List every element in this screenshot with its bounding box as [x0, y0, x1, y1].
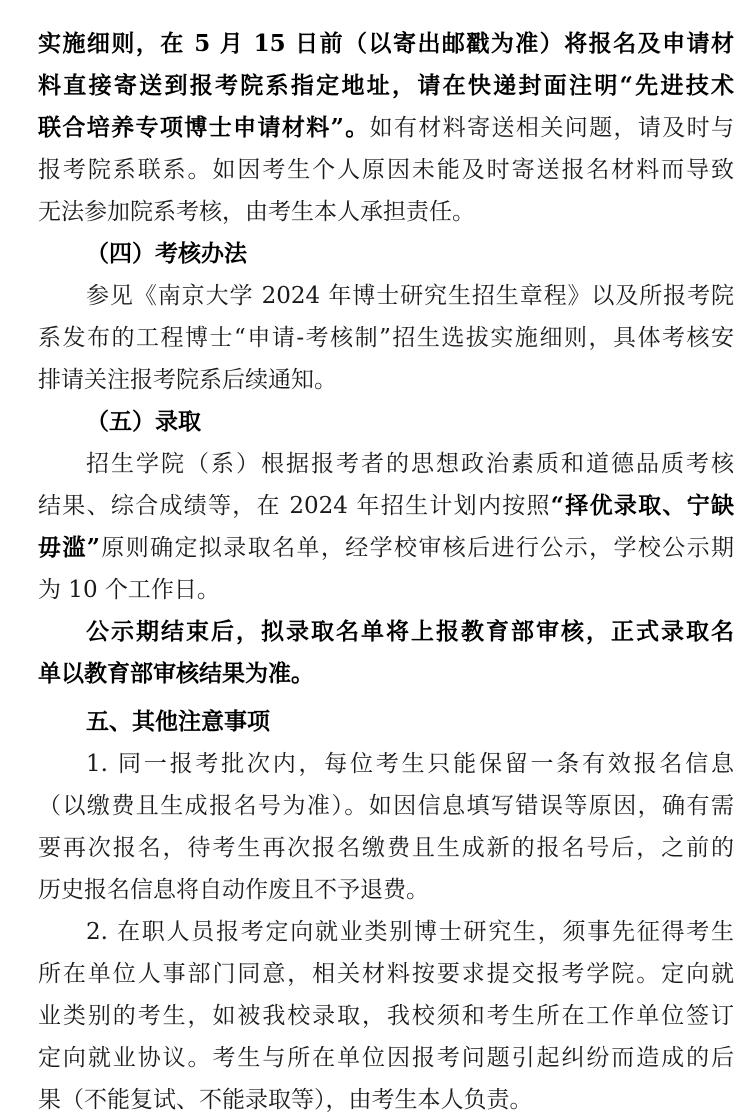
section-heading-admission: （五）录取 [86, 408, 201, 435]
paragraph-line: 2. 在职人员报考定向就业类别博士研究生，须事先征得考生 [86, 919, 734, 945]
paragraph-line: 排请关注报考院系后续通知。 [38, 367, 337, 393]
text-span: 结果、综合成绩等，在 2024 年招生计划内按照 [38, 493, 551, 519]
paragraph-line: 参见《南京大学 2024 年博士研究生招生章程》以及所报考院 [86, 283, 734, 309]
paragraph-line: 料直接寄送到报考院系指定地址，请在快递封面注明“先进技术 [38, 72, 734, 99]
paragraph-line: 要再次报名，待考生再次报名缴费且生成新的报名号后，之前的 [38, 835, 734, 861]
paragraph-line: 历史报名信息将自动作废且不予退费。 [38, 877, 429, 903]
paragraph-line: 业类别的考生，如被我校录取，我校须和考生所在工作单位签订 [38, 1003, 734, 1029]
section-heading-assessment: （四）考核办法 [86, 240, 247, 267]
paragraph-line [38, 528, 734, 568]
text-span: 如有材料寄送相关问题，请及时与 [369, 115, 734, 141]
paragraph-line: 果（不能复试、不能录取等），由考生本人负责。 [38, 1087, 533, 1113]
bold-phrase: “择优录取、宁缺 [550, 492, 734, 519]
paragraph-line: 所在单位人事部门同意，相关材料按要求提交报考学院。定向就 [38, 961, 734, 987]
paragraph-line: 公示期结束后，拟录取名单将上报教育部审核，正式录取名 [86, 618, 734, 645]
paragraph-line [38, 108, 734, 148]
paragraph-line: 系发布的工程博士“申请-考核制”招生选拔实施细则，具体考核安 [38, 325, 734, 351]
paragraph-line: 为 10 个工作日。 [38, 577, 220, 603]
bold-phrase: 联合培养专项博士申请材料”。 [38, 114, 370, 141]
paragraph-line [38, 486, 734, 526]
paragraph-line: 单以教育部审核结果为准。 [38, 660, 314, 687]
paragraph-line: 招生学院（系）根据报考者的思想政治素质和道德品质考核 [86, 451, 734, 477]
text-span: 原则确定拟录取名单，经学校审核后进行公示，学校公示期 [100, 535, 734, 561]
paragraph-line: 实施细则，在 5 月 15 日前（以寄出邮戳为准）将报名及申请材 [38, 30, 734, 57]
paragraph-line: 1. 同一报考批次内，每位考生只能保留一条有效报名信息 [86, 751, 734, 777]
paragraph-line: 报考院系联系。如因考生个人原因未能及时寄送报名材料而导致 [38, 157, 734, 183]
paragraph-line: 定向就业协议。考生与所在单位因报考问题引起纠纷而造成的后 [38, 1045, 734, 1071]
section-heading-other-notes: 五、其他注意事项 [86, 708, 270, 735]
paragraph-line: 无法参加院系考核，由考生本人承担责任。 [38, 199, 475, 225]
bold-phrase: 毋滥” [38, 534, 100, 561]
paragraph-line: （以缴费且生成报名号为准）。如因信息填写错误等原因，确有需 [38, 793, 734, 819]
